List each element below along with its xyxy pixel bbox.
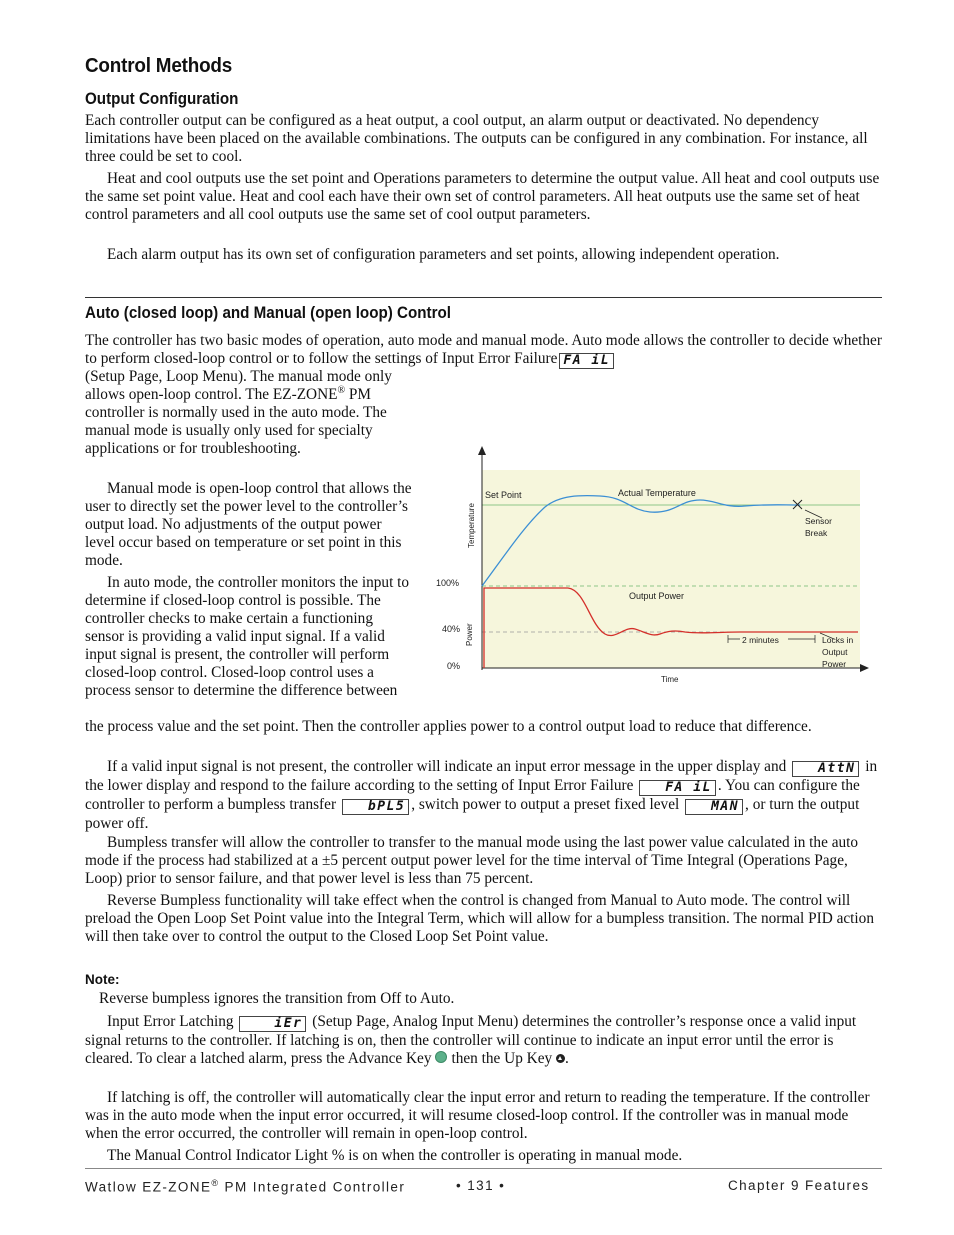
locks-in-label: Power <box>822 659 847 669</box>
sensor-break-label: Sensor <box>805 516 832 526</box>
paragraph: (Setup Page, Loop Menu). The manual mode only allows open-loop control. The EZ-ZONE® PM controller is normally used in the auto mode. The manual mode is usually only used for specialty applications or for troubleshooting. <box>85 368 392 457</box>
footer-chapter: Chapter 9 Features <box>728 1178 870 1193</box>
advance-key-icon <box>435 1051 447 1063</box>
paragraph: If latching is off, the controller will automatically clear the input error and return to reading the temperature. If the controller was in the auto mode when the input error occurred, it will resume closed-loop control. If the controller was in manual mode when the error occurred, the controller will remain in open-loop control. <box>85 1089 870 1142</box>
output-power-label: Output Power <box>629 591 685 601</box>
note-text: Reverse bumpless ignores the transition from Off to Auto. <box>99 990 455 1007</box>
paragraph: the process value and the set point. Then the controller applies power to a control output load to reduce that difference. <box>85 718 812 735</box>
set-point-label: Set Point <box>485 490 522 500</box>
paragraph: Manual mode is open-loop control that allows the user to directly set the power level to the controller’s output load. No adjustments of the output power level occur based on temperature or set point in this mode. <box>85 480 412 569</box>
page-title: Control Methods <box>85 54 233 77</box>
paragraph: If a valid input signal is not present, the controller will indicate an input error message in the upper display and AttN in the lower display and respond to the failure according to the setting of Input Error Failure FA iL . You can configure the controller to perform a bumpless transfer bPL5 , switch power to output a preset fixed level MAN , or turn the output power off. <box>85 758 878 832</box>
temperature-axis-label: Temperature <box>467 503 476 548</box>
paragraph: In auto mode, the controller monitors the input to determine if closed-loop control is possible. The controller checks to make certain a functioning sensor is providing a valid input signal. If a valid input signal is present, the controller will perform closed-loop control. Closed-loop control uses a process sensor to determine the difference between <box>85 574 410 699</box>
footer-divider <box>85 1168 882 1169</box>
power-axis-label: Power <box>465 623 474 646</box>
section-heading-output-configuration: Output Configuration <box>85 90 239 108</box>
two-minutes-label: 2 minutes <box>742 635 779 645</box>
paragraph: Each controller output can be configured as a heat output, a cool output, an alarm output or deactivated. No dependency limitations have been placed on the available combinations. The outputs can be configured in any combination. For instance, all three could be set to cool. <box>85 112 868 165</box>
paragraph: The Manual Control Indicator Light % is on when the controller is operating in manual mode. <box>107 1147 683 1164</box>
section-heading-auto-manual-control: Auto (closed loop) and Manual (open loop) Control <box>85 304 451 322</box>
note-label: Note: <box>85 972 120 987</box>
power-tick-0: 0% <box>447 661 461 671</box>
sensor-break-label: Break <box>805 528 828 538</box>
lcd-latching-code: iEr <box>239 1016 306 1032</box>
actual-temperature-label: Actual Temperature <box>618 488 696 498</box>
lcd-fail-code: FA iL <box>559 353 614 369</box>
locks-in-label: Locks in <box>822 635 854 645</box>
x-axis-arrow <box>860 664 869 672</box>
power-tick-100: 100% <box>436 578 460 588</box>
paragraph: Bumpless transfer will allow the controller to transfer to the manual mode using the last power value calculated in the auto mode if the process had stabilized at a ±5 percent output power level for the time interval of Time Integral (Operations Page, Loop) prior to sensor failure, and that power level is less than 75 percent. <box>85 834 859 887</box>
lcd-manual-code: MAN <box>685 799 743 815</box>
power-tick-40: 40% <box>442 624 461 634</box>
lcd-attn-code: AttN <box>792 761 859 777</box>
lcd-bumpless-code: bPL5 <box>342 799 409 815</box>
footer-product: Watlow EZ-ZONE® PM Integrated Controller <box>85 1178 406 1195</box>
y-axis-arrow <box>478 446 486 455</box>
locks-in-label: Output <box>822 647 848 657</box>
paragraph: Reverse Bumpless functionality will take effect when the control is changed from Manual to Auto mode. The control will preload the Open Loop Set Point value into the Integral Term, which will allow for a bumpless transition. The normal PID action will then take over to control the output to the Closed Loop Set Point value. <box>85 892 874 945</box>
footer-page-number: • 131 • <box>456 1178 506 1193</box>
lcd-fail-code: FA iL <box>639 780 716 796</box>
paragraph: The controller has two basic modes of operation, auto mode and manual mode. Auto mode allows the controller to decide whether to perform closed-loop control or to follow the settings of Input Error Failure FA iL <box>85 332 882 368</box>
time-axis-label: Time <box>661 675 679 684</box>
paragraph: Input Error Latching iEr (Setup Page, Analog Input Menu) determines the controller’s response once a valid input signal returns to the controller. If latching is on, then the controller will continue to indicate an input error until the error is cleared. To clear a latched alarm, press the Advance Key then the Up Key . <box>85 1013 857 1067</box>
paragraph: Each alarm output has its own set of configuration parameters and set points, allowing independent operation. <box>107 246 780 263</box>
up-key-icon <box>556 1054 565 1063</box>
paragraph: Heat and cool outputs use the set point and Operations parameters to determine the output value. All heat and cool outputs use the same set point value. Heat and cool each have their own set of control parameters. All heat outputs use the same set of heat control parameters and all cool outputs use the same set of cool output parameters. <box>85 170 880 223</box>
